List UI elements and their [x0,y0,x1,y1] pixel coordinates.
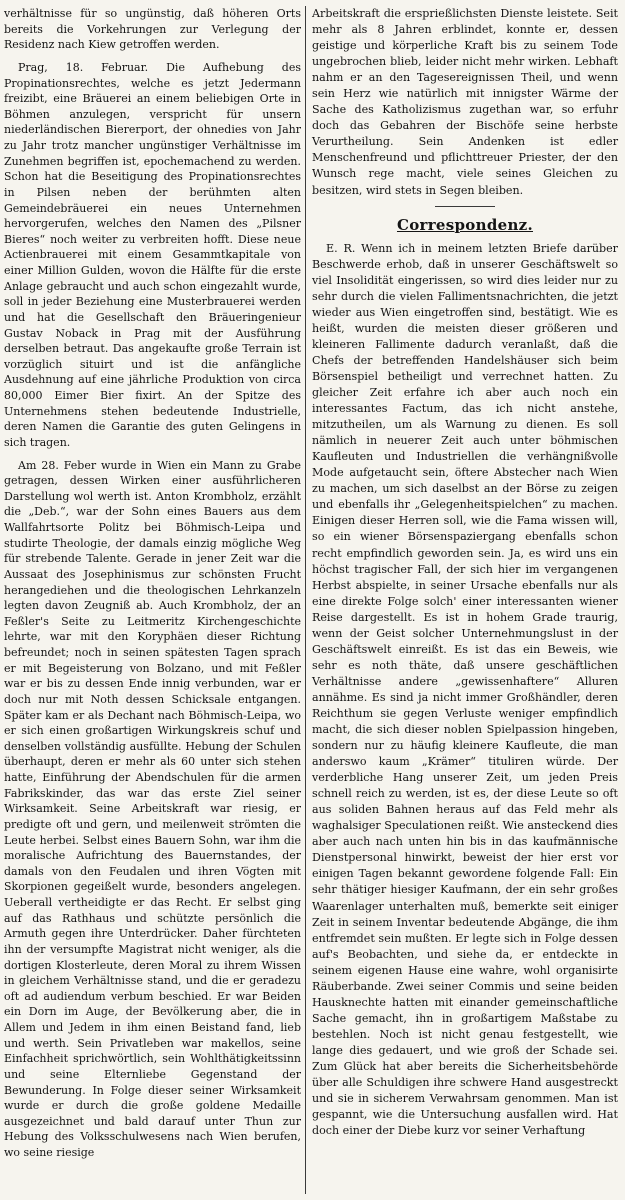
article-krombholz-continued: Arbeitskraft die ersprießlichsten Dienste leistete. Seit mehr als 8 Jahren erblindet, konnte er, dessen geistige und körperliche Kraft bis zu seinem Tode ungebrochen blieb, leider nicht mehr wirken. Lebhaft nahm er an den Tagesereignissen Theil, und wenn sein Herz wie natürlich mit innigster Wärme der Sache des Katholizismus zugethan war, so erfuhr doch das Gebahren der Bischöfe seine herbste Verurtheilung. Sein Andenken ist edler Menschenfreund und pflichttreuer Priester, der den Wunsch rege macht, viele seines Gleichen zu besitzen, wird stets in Segen bleiben. [312,7,618,197]
article-prag-propination: Prag, 18. Februar. Die Aufhebung des Propinationsrechtes, welche es jetzt Jedermann freizibt, eine Bräuerei an einem beliebigen Orte in Böhmen anzulegen, verspricht für unsern niederländischen Biererport, der ohnedies von Jahr zu Jahr trotz mancher ungünstiger Verhältnisse im Zunehmen begriffen ist, epochemachend zu werden. Schon hat die Beseitigung des Propinationsrechtes in Pilsen neben der berühmten alten Gemeindebräuerei ein neues Unternehmen hervorgerufen, welches den Namen des „Pilsner Bieres“ noch weiter zu verbreiten hofft. Diese neue Actienbrauerei mit einem Gesammtkapitale von einer Million Gulden, wovon die Hälfte für die erste Anlage gebraucht und auch schon eingezahlt wurde, soll in jeder Beziehung eine Musterbrauerei werden und hat die Gesellschaft den Bräueringenieur Gustav Noback in Prag mit der Ausführung derselben betraut. Das angekaufte große Terrain ist vorzüglich situirt und ist die anfängliche Ausdehnung auf eine jährliche Produktion von circa 80,000 Eimer Bier fixirt. An der Spitze des Unternehmens stehen bedeutende Industrielle, deren Namen die Garantie des guten Gelingens in sich tragen. [4,60,301,449]
section-heading: Correspondenz. [396,215,533,234]
article-correspondenz: E. R. Wenn ich in meinem letzten Briefe darüber Beschwerde erhob, daß in unserer Geschäftswelt so viel Insolidität eingerissen, so wird dies leider nur zu sehr durch die vielen Fallimentsnachrichten, die jetzt wieder aus Wien eingetroffen sind, bestätigt. Wie es heißt, wurden die meisten dieser größeren und kleineren Fallimente dadurch veranlaßt, daß die Chefs der betreffenden Handelshäuser sich beim Börsenspiel betheiligt und verrechnet hatten. Zu gleicher Zeit erfahre ich aber auch noch ein interessantes Factum, das ich nicht anstehe, mitzutheilen, um als Warnung zu dienen. Es soll nämlich in neuerer Zeit auch unter böhmischen Kaufleuten und Industriellen die verhängnißvolle Mode aufgetaucht sein, öftere Abstecher nach Wien zu machen, um sich daselbst an der Börse zu zeigen und ebenfalls ihr „Gelegenheitspielchen“ zu machen. Einigen dieser Herren soll, wie die Fama wissen will, so ein wiener Börsenspaziergang ebenfalls schon recht empfindlich geworden sein. Ja, es wird uns ein höchst tragischer Fall, der sich hier im vergangenen Herbst abspielte, in seiner Ursache ebenfalls nur als eine direkte Folge solch' einer interessanten wiener Reise dargestellt. Es ist in hohem Grade traurig, wenn der Geist solcher Unternehmungslust in der Geschäftswelt einreißt. Es ist das ein Beweis, wie sehr es noth thäte, daß unsere geschäftlichen Verhältnisse andere „gewissenhaftere“ Alluren annähme. Es sind ja nicht immer Großhändler, deren Reichthum sie gegen Verluste weniger empfindlich macht, die sich dieser noblen Spielpassion hingeben, sondern nur zu häufig kleinere Kaufleute, die man anderswo kaum „Krämer“ tituliren würde. Der verderbliche Hang unserer Zeit, um jeden Preis schnell reich zu werden, ist es, der diese Leute so oft aus soliden Bahnen heraus auf das Feld mehr als waghalsiger Speculationen reißt. Wie ansteckend dies aber auch nach unten hin bis in das kaufmännische Dienstpersonal hinwirkt, beweist der hier erst vor einigen Tagen bekannt gewordene folgende Fall: Ein sehr thätiger hiesiger Kaufmann, der ein sehr großes Waarenlager unterhalten muß, bemerkte seit einiger Zeit in seinem Inventar bedeutende Abgänge, die ihm entfremdet sein mußten. Er legte sich in Folge dessen auf's Beobachten, und siehe da, er entdeckte in seinem eigenen Hause eine wahre, wohl organisirte Räuberbande. Zwei seiner Commis und seine beiden Hausknechte hatten mit einander gemeinschaftliche Sache gemacht, ihn in großartigem Maßstabe zu bestehlen. Noch ist nicht genau festgestellt, wie lange dies gedauert, und wie groß der Schade sei. Zum Glück hat aber bereits die Sicherheitsbehörde über alle Schuldigen ihre schwere Hand ausgestreckt und sie in sicherem Verwahrsam genommen. Man ist gespannt, wie die Untersuchung ausfallen wird. Hat doch einer der Diebe kurz vor seiner Verhaftung [312,241,618,1138]
left-column [4,6,301,1168]
article-krombholz-obituary: Am 28. Feber wurde in Wien ein Mann zu Grabe getragen, dessen Wirken einer ausführlicheren Darstellung wol werth ist. Anton Krombholz, erzählt die „Deb.“, war der Sohn eines Bauers aus dem Wallfahrtsorte Politz bei Böhmisch-Leipa und studirte Theologie, der damals einzig mögliche Weg für strebende Talente. Gerade in jener Zeit war die Aussaat des Josephinismus zur schönsten Frucht herangediehen und die theologischen Lehrkanzeln legten davon Zeugniß ab. Auch Krombholz, der an Feßler's Seite zu Leitmeritz Kirchengeschichte lehrte, war mit den Koryphäen dieser Richtung befreundet; noch in seinen spätesten Tagen sprach er mit Begeisterung von Bolzano, und mit Feßler war er bis zu dessen Ende innig verbunden, war er doch nur mit Noth dessen Schicksale entgangen. Später kam er als Dechant nach Böhmisch-Leipa, wo er sich einen großartigen Wirkungskreis schuf und denselben vollständig ausfüllte. Hebung der Schulen überhaupt, deren er mehr als 60 unter sich stehen hatte, Einführung der Abendschulen für die armen Fabrikskinder, das war das erste Ziel seiner Wirksamkeit. Seine Arbeitskraft war riesig, er predigte oft und gern, und meilenweit strömten die Leute herbei. Selbst eines Bauern Sohn, war ihm die moralische Aufrichtung des Bauernstandes, der damals von den Feudalen und ihren Vögten mit Skorpionen gegeißelt wurde, besonders angelegen. Ueberall vertheidigte er das Recht. Er selbst ging auf das Rathhaus und schützte persönlich die Armuth gegen ihre Unterdrücker. Daher fürchteten ihn der versumpfte Magistrat nicht weniger, als die dortigen Klosterleute, deren Moral zu ihrem Wissen in gleichem Verhältnisse stand, und die er geradezu oft ad audiendum verbum beschied. Er war Beiden ein Dorn im Auge, der Bevölkerung aber, die in Allem und Jedem in ihm einen Beistand fand, lieb und werth. Sein Privatleben war makellos, seine Einfachheit sprichwörtlich, sein Wohlthätigkeitssinn und seine Elternliebe Gegenstand der Bewunderung. In Folge dieser seiner Wirksamkeit wurde er durch die große goldene Medaille ausgezeichnet und bald darauf unter Thun zur Hebung des Volksschulwesens nach Wien berufen, wo seine riesige [4,458,301,1159]
section-divider [435,206,495,207]
right-column [312,6,618,1146]
column-divider [305,6,306,1194]
article-fragment-residenz: verhältnisse für so ungünstig, daß höheren Orts bereits die Vorkehrungen zur Verlegung der Residenz nach Kiew getroffen werden. [4,7,301,52]
